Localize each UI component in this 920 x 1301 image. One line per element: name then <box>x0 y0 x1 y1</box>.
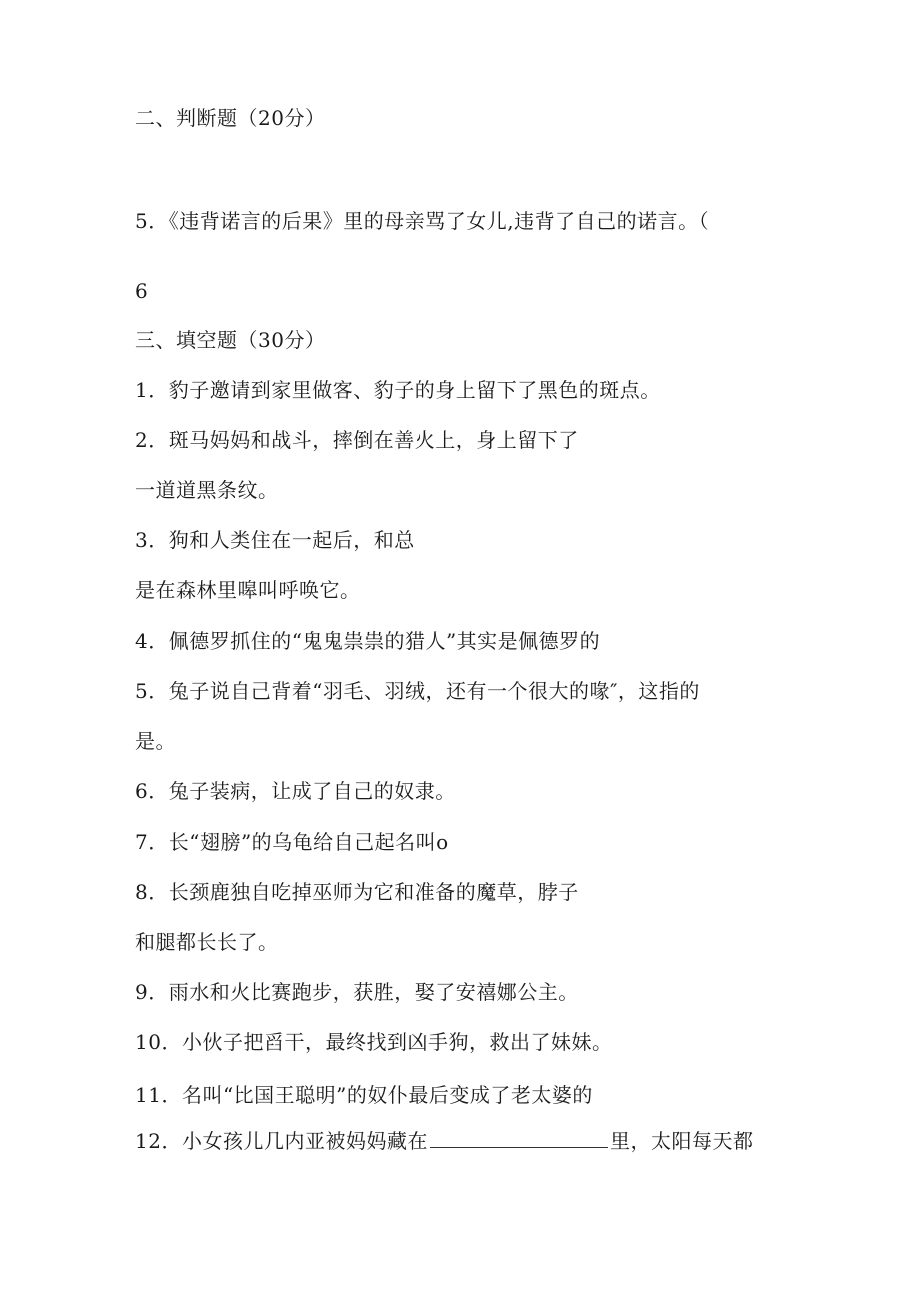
fill-line-10: 10．小伙子把舀干，最终找到凶手狗，救出了妹妹。 <box>135 1030 613 1054</box>
fill-line-5: 5．兔子说自己背着“羽毛、羽绒，还有一个很大的喙″，这指的 <box>135 679 700 703</box>
fill-line-3: 3．狗和人类住在一起后，和总 <box>135 528 415 552</box>
fill-line-3-cont: 是在森林里嗥叫呼唤它。 <box>135 578 361 602</box>
judgment-item-6: 6 <box>135 279 149 303</box>
fill-line-8-cont: 和腿都长长了。 <box>135 930 279 954</box>
answer-blank <box>430 1129 608 1148</box>
fill-line-12 <box>135 1127 753 1155</box>
fill-line-12-start: 12．小女孩儿几内亚被妈妈藏在 <box>135 1129 428 1153</box>
fill-line-2: 2．斑马妈妈和战斗，摔倒在善火上，身上留下了 <box>135 428 579 452</box>
fill-line-1: 1．豹子邀请到家里做客、豹子的身上留下了黑色的斑点。 <box>135 378 661 402</box>
fill-line-6: 6．兔子装病，让成了自己的奴隶。 <box>135 779 456 803</box>
section-heading-judgment: 二、判断题（20分） <box>135 106 326 130</box>
fill-line-4: 4．佩德罗抓住的“鬼鬼祟祟的猎人”其实是佩德罗的 <box>135 629 601 653</box>
fill-line-8: 8．长颈鹿独自吃掉巫师为它和准备的魔草，脖子 <box>135 880 579 904</box>
fill-line-12-end: 里，太阳每天都 <box>609 1129 754 1153</box>
fill-line-11: 11．名叫“比国王聪明”的奴仆最后变成了老太婆的 <box>135 1083 593 1107</box>
fill-line-5-cont: 是。 <box>135 729 176 753</box>
judgment-item-5: 5．《违背诺言的后果》里的母亲骂了女儿,违背了自己的诺言。（ <box>135 209 710 233</box>
section-heading-fill: 三、填空题（30分） <box>135 328 326 352</box>
fill-line-9: 9．雨水和火比赛跑步，获胜，娶了安禧娜公主。 <box>135 980 579 1004</box>
fill-line-2-cont: 一道道黑条纹。 <box>135 478 279 502</box>
fill-line-7: 7．长“翅膀”的乌龟给自己起名叫o <box>135 830 449 854</box>
